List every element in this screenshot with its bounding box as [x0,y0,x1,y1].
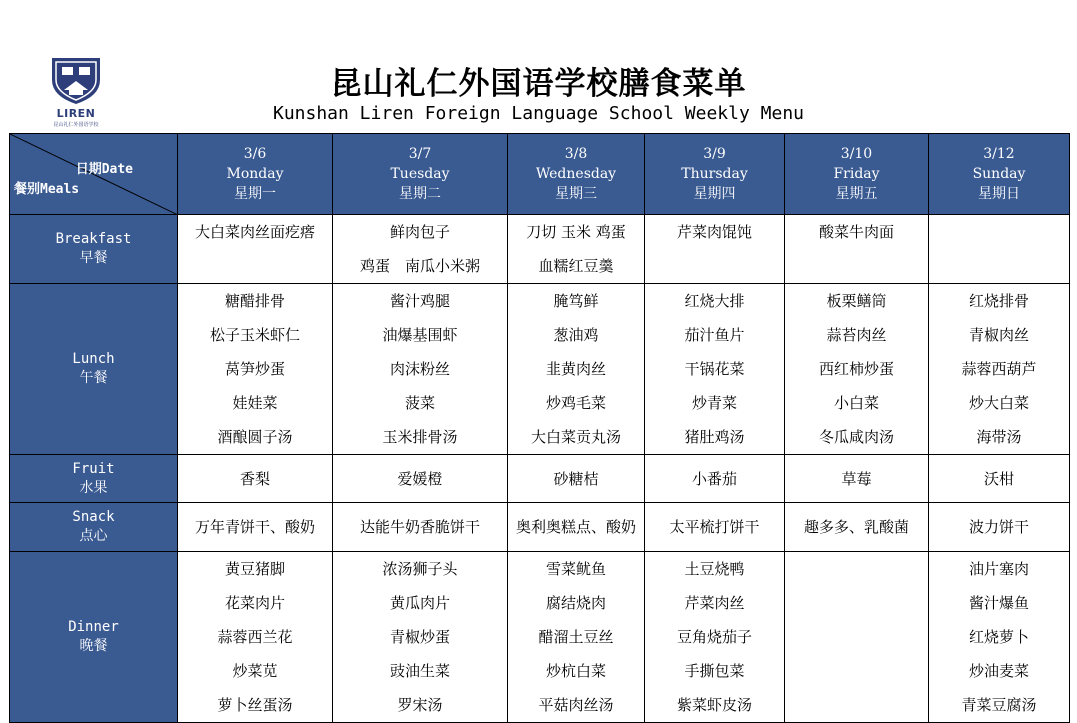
menu-item: 紫菜虾皮汤 [676,696,752,714]
menu-item: 红烧萝卜 [968,628,1029,646]
menu-item: 青菜豆腐汤 [961,696,1037,714]
day-name-zh: 星期一 [234,186,276,202]
meal-label-breakfast: Breakfast 早餐 [10,215,178,284]
menu-item: 平菇肉丝汤 [538,696,614,714]
menu-item: 莴笋炒蛋 [224,360,285,378]
menu-item: 波力饼干 [968,518,1029,536]
menu-item: 炒菜苋 [232,662,278,680]
breakfast-cell [645,215,785,284]
date-label: 日期Date [75,162,133,177]
day-date: 3/8 [564,146,588,162]
menu-item [929,215,1069,249]
menu-item: 酱汁鸡腿 [389,292,450,310]
menu-item: 糖醋排骨 [224,292,285,310]
menu-item: 冬瓜咸肉汤 [818,428,894,446]
fruit-cell [178,455,333,503]
menu-item: 雪菜鱿鱼 [545,560,606,578]
day-header [508,134,645,215]
menu-item: 葱油鸡 [553,326,599,344]
menu-item: 海带汤 [976,428,1022,446]
menu-item: 土豆烧鸭 [684,560,745,578]
menu-item: 大白菜肉丝面疙瘩 [194,223,315,241]
meal-label-dinner: Dinner 晚餐 [10,552,178,723]
menu-item: 豆角烧茄子 [676,628,752,646]
menu-item: 油片塞肉 [968,560,1029,578]
fruit-cell [929,455,1070,503]
breakfast-cell [929,215,1070,284]
menu-item: 红烧大排 [684,292,745,310]
day-name-zh: 星期二 [399,186,441,202]
day-name-zh: 星期日 [978,186,1020,202]
menu-item: 奥利奥糕点、酸奶 [515,518,636,536]
lunch-cell [929,284,1070,455]
day-name-zh: 星期五 [835,186,878,202]
day-header [645,134,785,215]
meal-label-fruit: Fruit 水果 [10,455,178,503]
menu-item [645,249,784,283]
day-name-en: Sunday [972,166,1026,182]
menu-item: 腌笃鲜 [553,292,599,310]
menu-item: 血糯红豆羹 [538,257,614,275]
menu-item: 腐结烧肉 [545,594,606,612]
menu-item [929,249,1069,283]
menu-item [785,654,928,688]
menu-item: 茄汁鱼片 [684,326,745,344]
menu-item: 炒青菜 [691,394,737,412]
menu-item: 蒜蓉西兰花 [217,628,293,646]
menu-item: 干锅花菜 [684,360,745,378]
menu-item: 香梨 [239,469,270,488]
meal-label: 餐别Meals [14,182,80,197]
day-header [178,134,333,215]
fruit-cell [333,455,508,503]
snack-cell [333,503,508,552]
menu-item: 达能牛奶香脆饼干 [359,518,480,536]
menu-item: 萝卜丝蛋汤 [217,696,293,714]
menu-item: 太平梳打饼干 [669,518,760,536]
menu-item: 小番茄 [691,469,737,488]
dinner-cell [333,552,508,723]
menu-item: 蒜苔肉丝 [826,326,887,344]
snack-cell [178,503,333,552]
meal-label-snack: Snack 点心 [10,503,178,552]
menu-item: 大白菜贡丸汤 [530,428,621,446]
menu-item: 醋溜土豆丝 [538,628,614,646]
day-name-en: Friday [833,166,880,182]
breakfast-cell [508,215,645,284]
menu-item: 芹菜肉丝 [684,594,745,612]
menu-item: 黄豆猪脚 [224,560,285,578]
menu-item: 万年青饼干、酸奶 [194,518,315,536]
corner-header [10,134,178,215]
day-header [785,134,929,215]
breakfast-cell [785,215,929,284]
menu-item: 韭黄肉丝 [545,360,606,378]
lunch-cell [178,284,333,455]
day-date: 3/6 [243,146,267,162]
menu-item: 猪肚鸡汤 [684,428,745,446]
dinner-cell [785,552,929,723]
logo-subtext: 昆山礼仁外国语学校 [53,122,99,128]
day-name-zh: 星期四 [693,186,736,202]
menu-item: 刀切 玉米 鸡蛋 [526,223,626,241]
menu-item: 沃柑 [983,469,1014,488]
snack-cell [929,503,1070,552]
menu-item: 红烧排骨 [968,292,1029,310]
menu-item: 西红柿炒蛋 [818,360,894,378]
dinner-cell [645,552,785,723]
lunch-cell [645,284,785,455]
menu-item: 草莓 [841,469,872,488]
fruit-cell [508,455,645,503]
menu-item: 鸡蛋 南瓜小米粥 [359,257,480,275]
menu-item [785,688,928,722]
day-name-en: Thursday [681,166,748,182]
menu-item: 小白菜 [833,394,879,412]
day-date: 3/9 [703,146,726,162]
lunch-cell [508,284,645,455]
menu-item: 菠菜 [404,394,435,412]
menu-item: 蒜蓉西葫芦 [961,360,1037,378]
menu-item: 酒酿圆子汤 [217,428,293,446]
menu-item: 娃娃菜 [232,394,278,412]
day-name-en: Tuesday [390,166,450,182]
dinner-cell [929,552,1070,723]
menu-item [785,552,928,586]
menu-item: 板栗鳝筒 [826,292,887,310]
menu-item: 爱媛橙 [397,469,443,488]
snack-cell [508,503,645,552]
day-date: 3/10 [840,146,873,162]
menu-item: 酱汁爆鱼 [968,594,1029,612]
day-header [333,134,508,215]
logo-wordmark: LIREN [56,107,96,120]
dinner-cell [178,552,333,723]
menu-item: 青椒炒蛋 [389,628,450,646]
menu-item: 炒大白菜 [968,394,1029,412]
menu-item: 青椒肉丝 [968,326,1029,344]
menu-item: 炒油麦菜 [968,662,1029,680]
menu-item [785,620,928,654]
breakfast-cell [178,215,333,284]
meal-label-lunch: Lunch 午餐 [10,284,178,455]
menu-item: 罗宋汤 [397,696,443,714]
breakfast-cell [333,215,508,284]
fruit-cell [785,455,929,503]
menu-item [785,586,928,620]
menu-item: 芹菜肉馄饨 [676,223,752,241]
menu-item: 鲜肉包子 [389,223,450,241]
page-subtitle: Kunshan Liren Foreign Language School Weekly Menu [272,103,804,124]
menu-item: 浓汤狮子头 [382,560,458,578]
menu-item [785,249,928,283]
lunch-cell [333,284,508,455]
day-header [929,134,1070,215]
snack-cell [785,503,929,552]
menu-item: 酸菜牛肉面 [818,223,894,241]
menu-item: 玉米排骨汤 [382,428,458,446]
weekly-menu-table [9,133,1070,723]
menu-item: 手撕包菜 [684,662,745,680]
menu-item: 肉沫粉丝 [389,360,450,378]
dinner-cell [508,552,645,723]
menu-item [178,249,332,283]
day-date: 3/7 [408,146,432,162]
menu-item: 油爆基围虾 [382,326,458,344]
menu-item: 炒杭白菜 [545,662,606,680]
menu-item: 炒鸡毛菜 [545,394,606,412]
menu-item: 松子玉米虾仁 [209,326,300,344]
fruit-cell [645,455,785,503]
menu-item: 趣多多、乳酸菌 [803,518,909,536]
menu-item: 黄瓜肉片 [389,594,450,612]
page-title: 昆山礼仁外国语学校膳食菜单 [330,66,747,102]
day-name-en: Wednesday [535,166,617,182]
menu-item: 花菜肉片 [224,594,285,612]
menu-item: 砂糖桔 [553,469,599,488]
snack-cell [645,503,785,552]
day-date: 3/12 [983,146,1015,162]
day-name-zh: 星期三 [555,186,597,202]
lunch-cell [785,284,929,455]
menu-item: 豉油生菜 [389,662,450,680]
day-name-en: Monday [226,166,284,182]
